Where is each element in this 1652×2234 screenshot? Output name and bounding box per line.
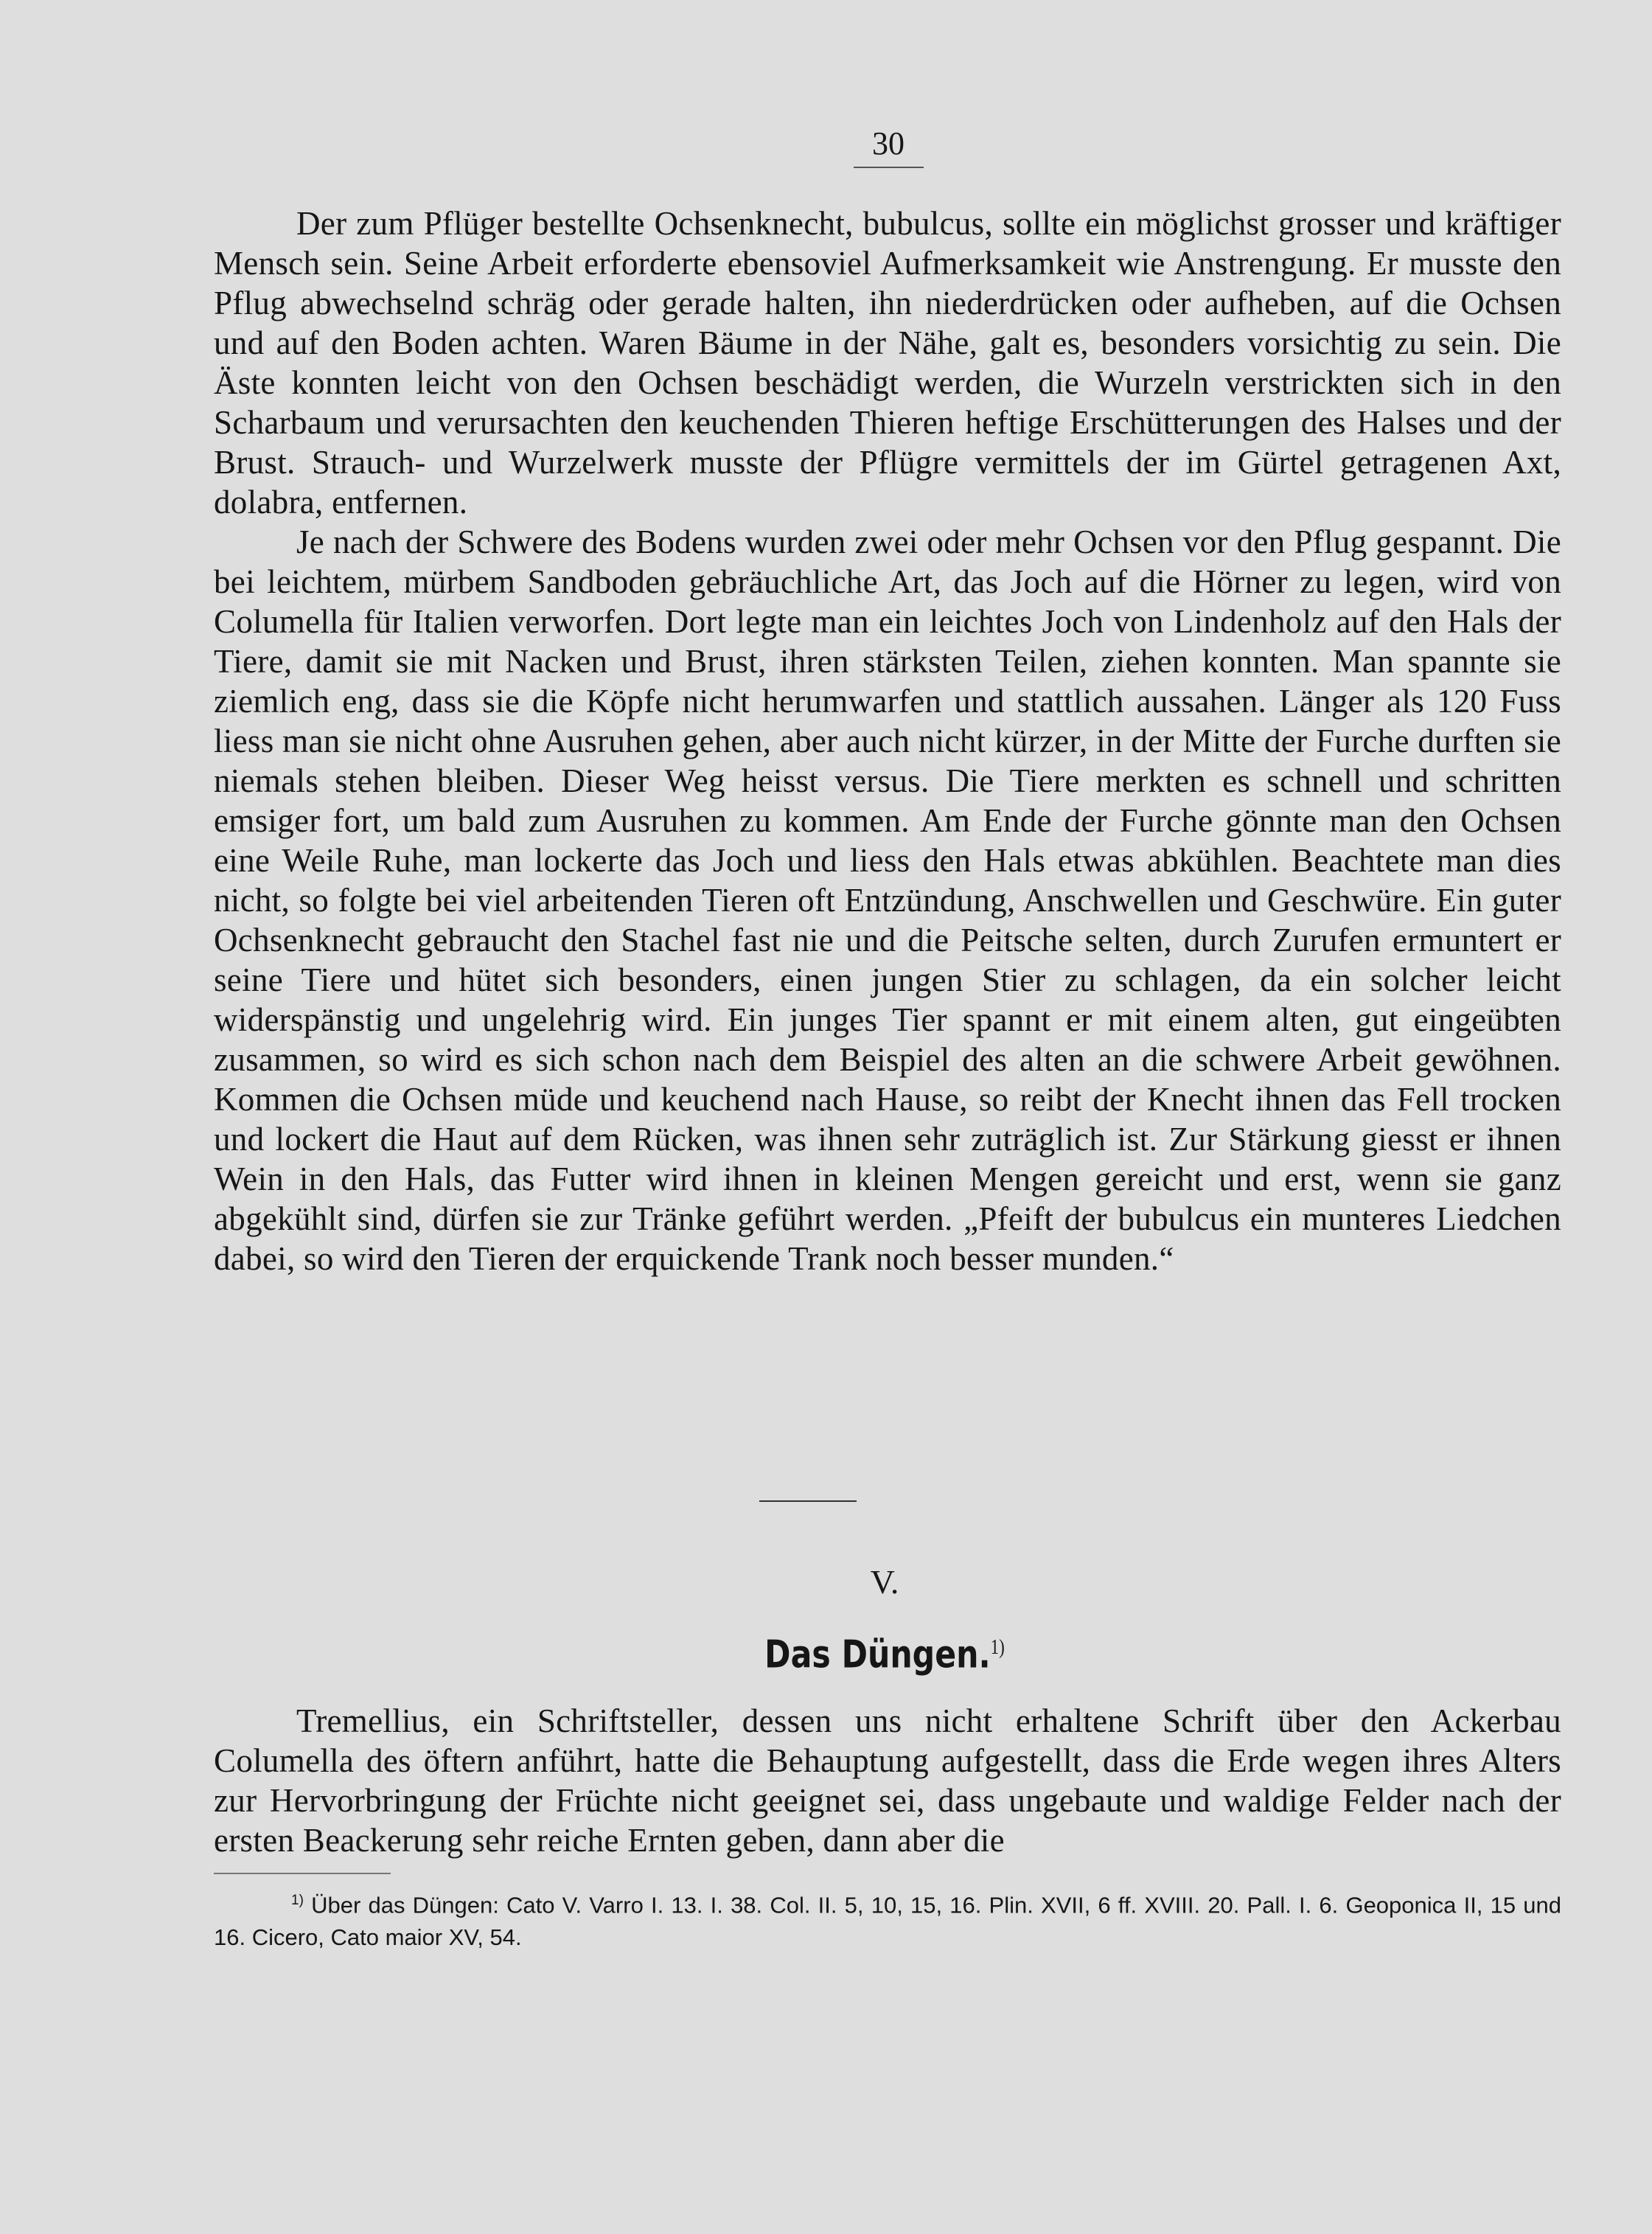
footnote-reference: 1) bbox=[990, 1636, 1005, 1659]
section-title-text: Das Düngen. bbox=[764, 1632, 991, 1677]
paragraph-1: Der zum Pflüger bestellte Ochsenknecht, bubulcus, sollte ein möglichst grosser und kräftiger Mensch sein. Seine Arbeit erforderte ebensoviel Aufmerksamkeit wie Anstrengung. Er musste den Pflug abwechselnd schräg oder gerade halten, ihn niederdrücken oder aufheben, auf die Ochsen und auf den Boden achten. Waren Bäume in der Nähe, galt es, besonders vorsichtig zu sein. Die Äste konnten leicht von den Ochsen beschädigt werden, die Wurzeln verstrickten sich in den Scharbaum und verursachten den keuchenden Thieren heftige Erschütterungen des Halses und der Brust. Strauch- und Wurzelwerk musste der Pflügre vermittels der im Gürtel getragenen Axt, dolabra, entfernen. bbox=[214, 205, 1561, 521]
section-text bbox=[214, 1701, 1561, 1860]
page-number-rule bbox=[854, 167, 924, 168]
footnote bbox=[214, 1885, 1561, 1954]
section-title bbox=[733, 1622, 1036, 1680]
footnote-rule bbox=[214, 1873, 391, 1874]
section-paragraph: Tremellius, ein Schriftsteller, dessen uns nicht erhaltene Schrift über den Ackerbau Columella des öftern anführt, hatte die Behauptung aufgestellt, dass die Erde wegen ihres Alters zur Hervorbringung der Früchte nicht geeignet sei, dass ungebaute und waldige Felder nach der ersten Beackerung sehr reiche Ernten geben, dann aber die bbox=[214, 1702, 1561, 1859]
page-number: 30 bbox=[872, 125, 905, 161]
footnote-text: Über das Düngen: Cato V. Varro I. 13. I. 38. Col. II. 5, 10, 15, 16. Plin. XVII, 6 ff. XVIII. 20. Pall. I. 6. Geoponica II, 15 und 16. Cicero, Cato maior XV, 54. bbox=[214, 1892, 1561, 1951]
footnote-marker: 1) bbox=[291, 1893, 304, 1908]
paragraph-2: Je nach der Schwere des Bodens wurden zwei oder mehr Ochsen vor den Pflug gespannt. Die bei leichtem, mürbem Sandboden gebräuchliche Art, das Joch auf die Hörner zu legen, wird von Columella für Italien verworfen. Dort legte man ein leichtes Joch von Lindenholz auf den Hals der Tiere, damit sie mit Nacken und Brust, ihren stärksten Teilen, ziehen konnten. Man spannte sie ziemlich eng, dass sie die Köpfe nicht herumwarfen und stattlich aussahen. Länger als 120 Fuss liess man sie nicht ohne Ausruhen gehen, aber auch nicht kürzer, in der Mitte der Furche durften sie niemals stehen bleiben. Dieser Weg heisst versus. Die Tiere merkten es schnell und schritten emsiger fort, um bald zum Ausruhen zu kommen. Am Ende der Furche gönnte man den Ochsen eine Weile Ruhe, man lockerte das Joch und liess den Hals etwas abkühlen. Beachtete man dies nicht, so folgte bei viel arbeitenden Tieren oft Entzündung, Anschwellen und Geschwüre. Ein guter Ochsenknecht gebraucht den Stachel fast nie und die Peitsche selten, durch Zurufen ermuntert er seine Tiere und hütet sich besonders, einen jungen Stier zu schlagen, da ein solcher leicht widerspänstig und ungelehrig wird. Ein junges Tier spannt er mit einem alten, gut eingeübten zusammen, so wird es sich schon nach dem Beispiel des alten an die schwere Arbeit gewöhnen. Kommen die Ochsen müde und keuchend nach Hause, so reibt der Knecht ihnen das Fell trocken und lockert die Haut auf dem Rücken, was ihnen sehr zuträglich ist. Zur Stärkung giesst er ihnen Wein in den Hals, das Futter wird ihnen in kleinen Mengen gereicht und erst, wenn sie ganz abgekühlt sind, dürfen sie zur Tränke geführt werden. „Pfeift der bubulcus ein munteres Liedchen dabei, so wird den Tieren der erquickende Trank noch besser munden.“ bbox=[214, 523, 1561, 1277]
body-text bbox=[214, 203, 1561, 1278]
section-divider bbox=[759, 1500, 857, 1502]
section-number: V. bbox=[870, 1563, 899, 1601]
